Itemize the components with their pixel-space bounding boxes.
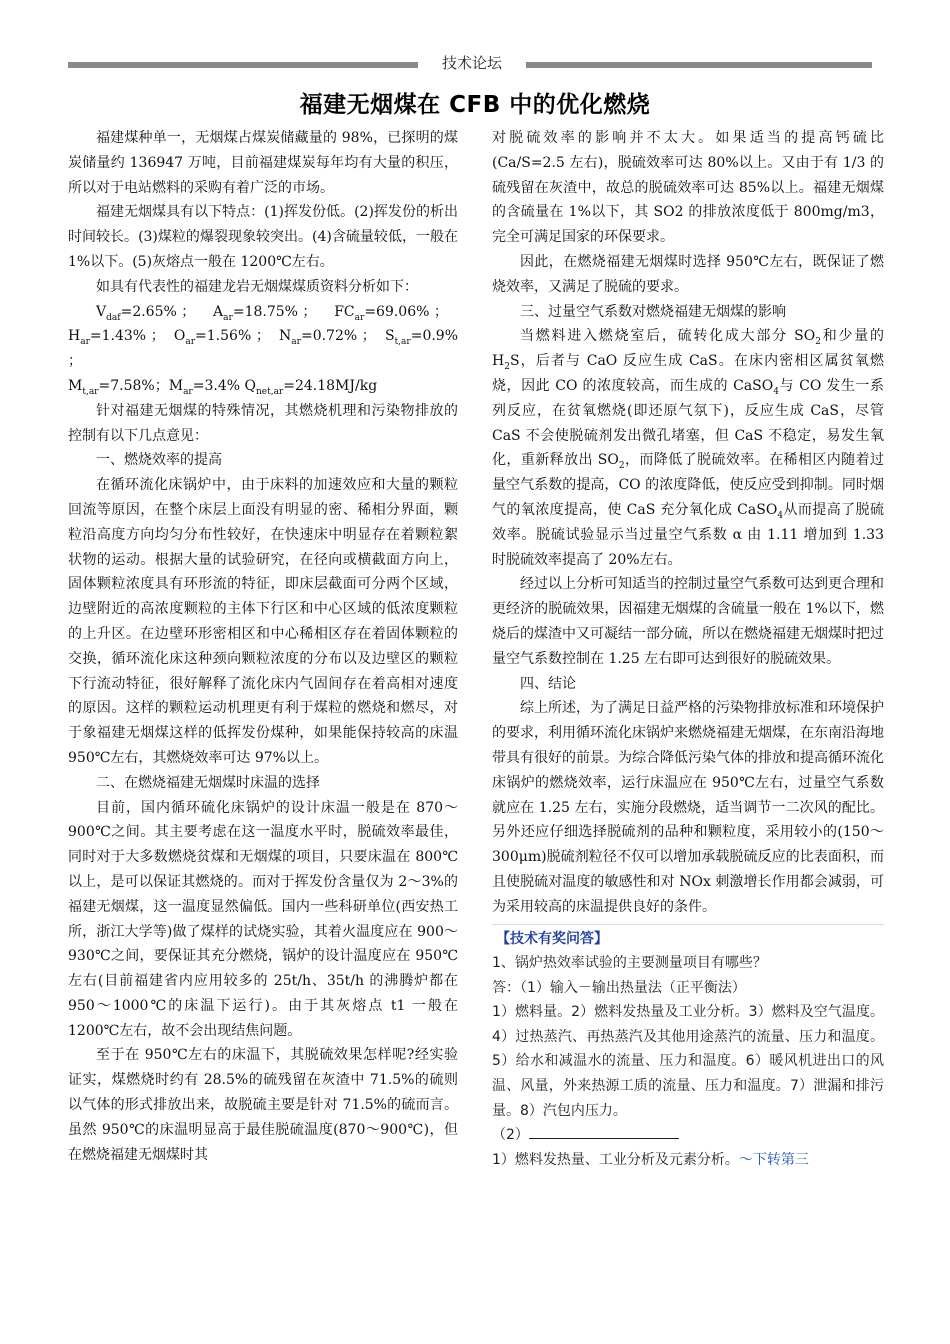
qa-answer: 答：（1）输入－输出热量法（正平衡法） [492,979,746,996]
header-rule-left [68,62,418,68]
coal-spec-line-2: $H_{ar}=1.43\%$ ； $O_{ar}=1.56\%$ ； $N_{ar}=0.72\%$ ； $S_{t,ar}=0.9\%$ ； [68,328,459,370]
section-heading: 一、燃烧效率的提高 [96,452,222,469]
paragraph: 至于在 950℃左右的床温下，其脱硫效果怎样呢?经实验证实，煤燃烧时约有 28.5%的硫残留在灰渣中 71.5%的硫则以气体的形式排放出来，故脱硫主要是针对 71.5%的硫而言。虽然 950℃的床温明显高于最佳脱硫温度(870～900℃)，但在燃烧福建无烟煤时其 [68,1047,458,1163]
paragraph: 福建无烟煤具有以下特点：(1)挥发份低。(2)挥发份的析出时间较长。(3)煤粒的爆裂现象较突出。(4)含硫量较低，一般在 1%以下。(5)灰熔点一般在 1200℃左右。 [68,204,458,270]
paragraph: 如具有代表性的福建龙岩无烟煤煤质资料分析如下： [96,278,418,295]
answer-blank [529,1124,679,1139]
qa-answer-detail: 1）燃料量。2）燃料发热量及工业分析。3）燃料及空气温度。4）过热蒸汽、再热蒸汽及其他用途蒸汽的流量、压力和温度。5）给水和减温水的流量、压力和温度。6）暖风机进出口的风温、风量，外来热源工质的流量、压力和温度。7）泄漏和排污量。8）汽包内压力。 [492,1004,884,1119]
coal-spec-line-1: $V_{daf}=2.65\%$ ； $A_{ar}=18.75\%$ ； $FC_{ar}=69.06\%$ ； [96,303,448,323]
paragraph: 在循环流化床锅炉中，由于床料的加速效应和大量的颗粒回流等原因，在整个床层上面没有明显的密、稀相分界面，颗粒沿高度方向均匀分布性较好，在快速床中明显存在着颗粒絮状物的运动。根据大量的试验研究，在径向或横截面方向上，固体颗粒浓度具有环形流的特征，即床层截面可分两个区域，边壁附近的高浓度颗粒的主体下行区和中心区域的低浓度颗粒的上升区。在边壁环形密相区和中心稀相区存在着固体颗粒的交换，循环流化床这种颈向颗粒浓度的分布以及边壁区的颗粒下行流动特征，很好解释了流化床内气固间存在着高相对速度的原因。这样的颗粒运动机理更有利于煤粒的燃烧和燃尽，对于象福建无烟煤这样的低挥发份煤种，如果能保持较高的床温 950℃左右，其燃烧效率可达 97%以上。 [68,477,458,766]
paragraph: 因此，在燃烧福建无烟煤时选择 950℃左右，既保证了燃烧效率，又满足了脱硫的要求。 [492,253,884,295]
paragraph: 对脱硫效率的影响并不太大。如果适当的提高钙硫比(Ca/S=2.5 左右)，脱硫效率可达 80%以上。又由于有 1/3 的硫残留在灰渣中，故总的脱硫效率可达 85%以上。福建无烟煤的含硫量在 1%以下，其 SO2 的排放浓度低于 800mg/m3，完全可满足国家的环保要求。 [492,130,884,246]
article-title: 福建无烟煤在 CFB 中的优化燃烧 [299,92,651,118]
section-heading: 三、过量空气系数对燃烧福建无烟煤的影响 [520,303,786,320]
coal-spec-line-3: $M_{t,ar}=7.58\%$；$M_{ar}=3.4\%$ $Q_{net,ar}=24.18MJ/kg$ [68,377,378,397]
paragraph: 目前，国内循环硫化床锅炉的设计床温一般是在 870～900℃之间。其主要考虑在这一温度水平时，脱硫效率最佳，同时对于大多数燃烧贫煤和无烟煤的项目，只要床温在 800℃以上，是可以保证其燃烧的。而对于挥发份含量仅为 2～3%的福建无烟煤，这一温度显然偏低。国内一些科研单位(西安热工所，浙江大学等)做了煤样的试烧实验，其着火温度应在 900～930℃之间，要保证其充分燃烧，锅炉的设计温度应在 950℃左右(目前福建省内应用较多的 25t/h、35t/h 的沸腾炉都在 950～1000℃的床温下运行)。由于其灰熔点 t1 一般在 1200℃左右，故不会出现结焦问题。 [68,799,458,1039]
section-heading: 四、结论 [520,675,576,692]
continued-note[interactable]: ～下转第三 [738,1151,809,1168]
paragraph: 综上所述，为了满足日益严格的污染物排放标准和环境保护的要求，利用循环流化床锅炉来燃烧福建无烟煤，在东南沿海地带具有很好的前景。为综合降低污染气体的排放和提高循环流化床锅炉的燃烧效率，运行床温应在 950℃左右，过量空气系数就应在 1.25 左右，实施分段燃烧，适当调节一二次风的配比。另外还应仔细选择脱硫剂的品种和颗粒度，采用较小的(150～300μm)脱硫剂粒径不仅可以增加承载脱硫反应的比表面积，而且使脱硫对温度的敏感性和对 NOx 刺激增长作用都会减弱，可为采用较高的床温提供良好的条件。 [492,700,884,915]
qa-title: 【技术有奖问答】 [496,930,608,947]
paragraph: 针对福建无烟煤的特殊情况，其燃烧机理和污染物排放的控制有以下几点意见： [68,402,458,444]
paragraph: 当燃料进入燃烧室后，硫转化成大部分 $SO_2$和少量的 $H_2S$，后者与 CaO 反应生成 CaS。在床内密相区属贫氧燃烧，因此 CO 的浓度较高，而生成的 CaSO$_4$与 CO 发生一系列反应，在贫氧燃烧(即还原气氛下)，反应生成 CaS，尽管 CaS 不会使脱硫剂发出微孔堵塞，但 CaS 不稳定，易发生氧化，重新释放出 $SO_2$，而降低了脱硫效率。在稀相区内随着过量空气系数的提高，CO 的浓度降低，使反应受到抑制。同时烟气的氧浓度提高，使 CaS 充分氧化成 CaSO$_4$从而提高了脱硫效率。脱硫试验显示当过量空气系数 α 由 1.11 增加到 1.33 时脱硫效率提高了 20%左右。 [492,328,884,568]
qa-answer-2: （2） [492,1123,884,1148]
qa-box [492,924,884,1173]
paragraph: 福建煤种单一，无烟煤占煤炭储藏量的 98%，已探明的煤炭储量约 136947 万吨，目前福建煤炭每年均有大量的积压，所以对于电站燃料的采购有着广泛的市场。 [68,130,458,196]
left-column [68,126,458,1167]
qa-question: 1、锅炉热效率试验的主要测量项目有哪些？ [492,955,767,972]
right-column [492,126,884,1172]
qa-answer-2-detail: 1）燃料发热量、工业分析及元素分析。～下转第三 [492,1151,809,1168]
section-heading: 二、在燃烧福建无烟煤时床温的选择 [96,774,320,791]
section-label: 技术论坛 [441,54,502,72]
header-rule-right [526,62,872,68]
paragraph: 经过以上分析可知适当的控制过量空气系数可达到更合理和更经济的脱硫效果，因福建无烟煤的含硫量一般在 1%以下，燃烧后的煤渣中又可凝结一部分硫，所以在燃烧福建无烟煤时把过量空气系数控制在 1.25 左右即可达到很好的脱硫效果。 [492,576,884,667]
